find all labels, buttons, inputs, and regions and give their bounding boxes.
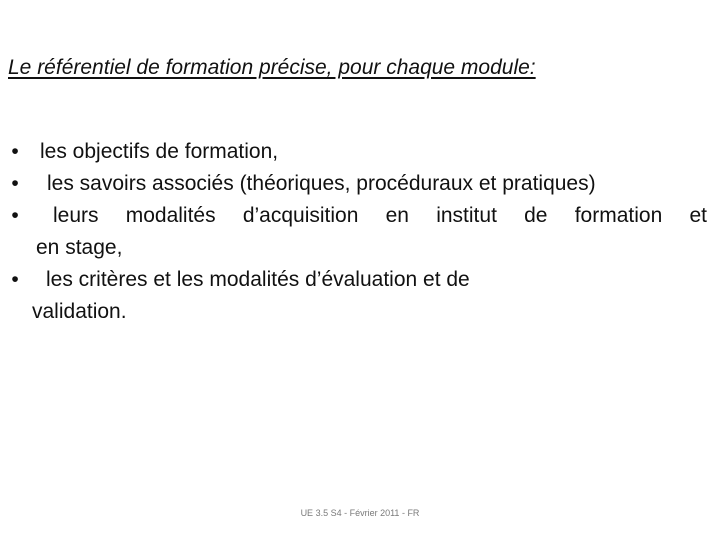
list-item-text-continuation: validation. [32, 300, 127, 323]
list-item-text: les savoirs associés (théoriques, procéduraux et pratiques) [47, 172, 596, 195]
list-item-text: leurs modalités d’acquisition en institut de formation et [53, 204, 707, 227]
list-item [8, 136, 708, 168]
bullet-icon: • [11, 172, 19, 195]
slide-footer [0, 508, 720, 518]
bullet-list [8, 136, 708, 328]
bullet-icon: • [11, 140, 19, 163]
list-item-text: les objectifs de formation, [40, 140, 279, 163]
list-item [8, 200, 708, 264]
list-item-text-continuation: en stage, [36, 236, 123, 259]
bullet-icon: • [11, 204, 19, 227]
footer-text: UE 3.5 S4 - Février 2011 - FR [300, 508, 420, 518]
list-item-text: les critères et les modalités d’évaluation et de [46, 268, 470, 291]
bullet-icon: • [11, 268, 19, 291]
list-item [8, 168, 708, 200]
list-item [8, 264, 708, 328]
slide-heading: Le référentiel de formation précise, pour chaque module: [8, 56, 536, 79]
